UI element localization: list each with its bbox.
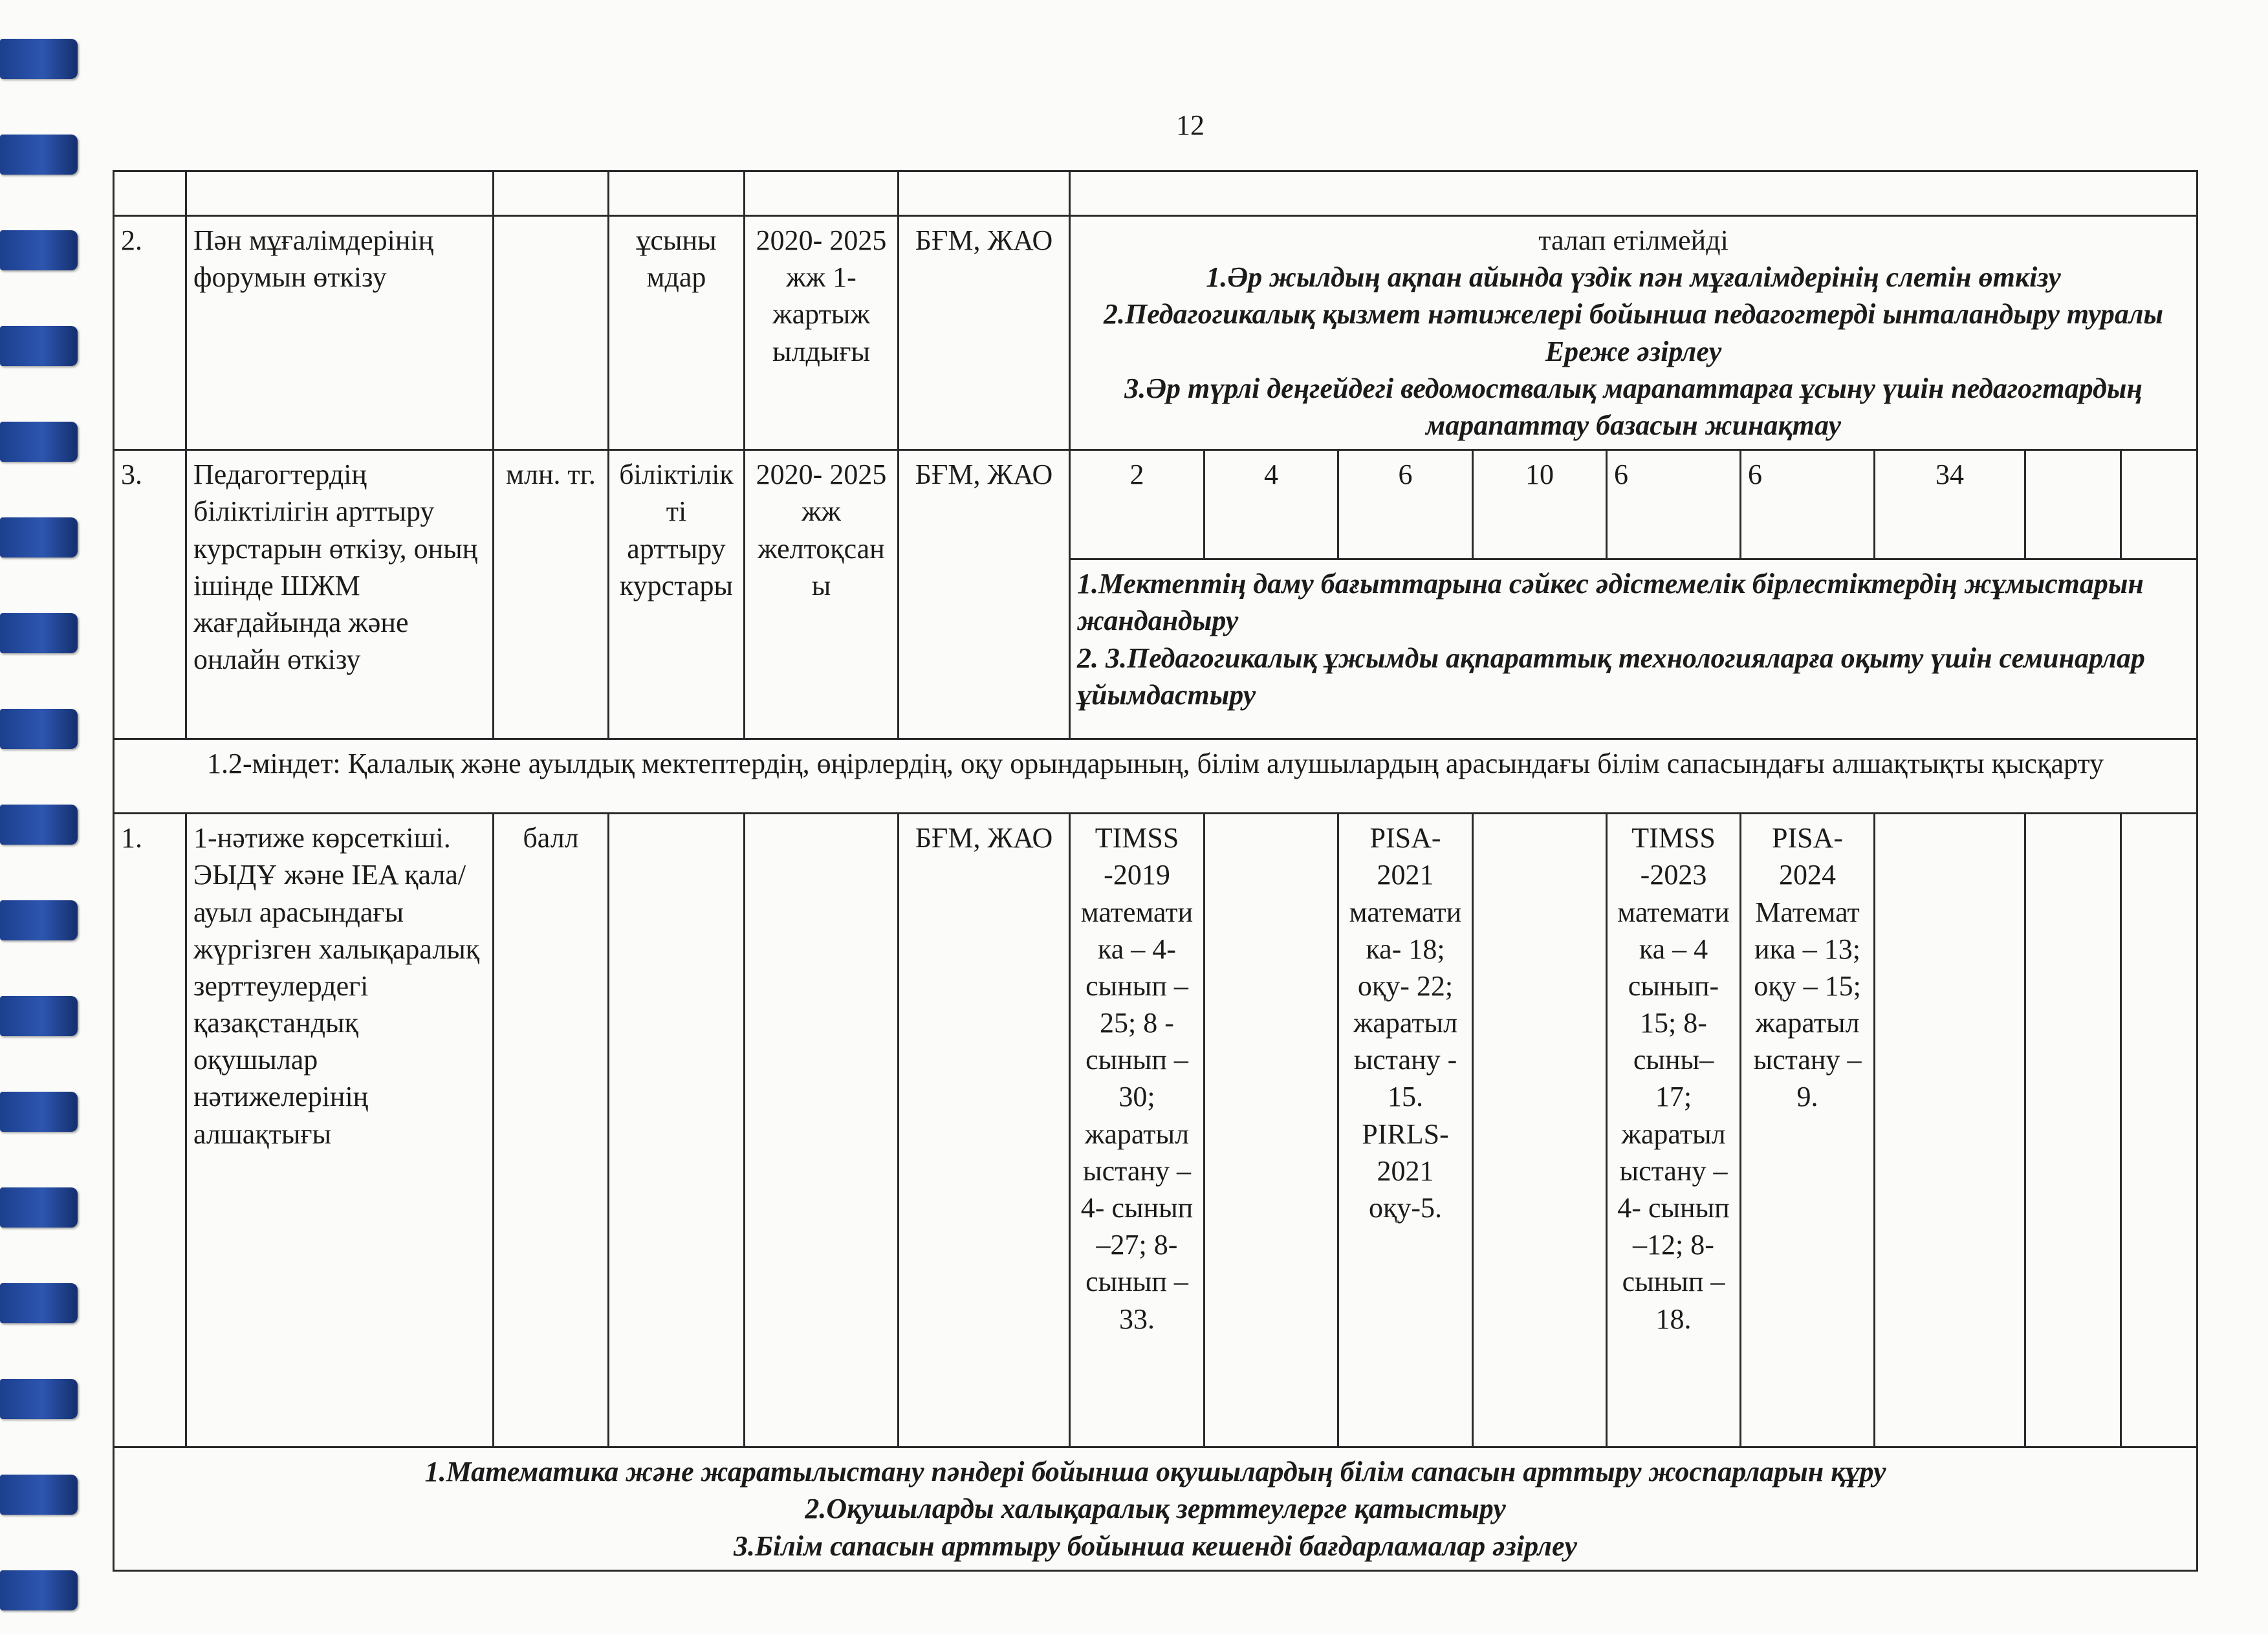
- measure-name: Педагогтердің біліктілігін арттыру курстарын өткізу, оның ішінде ШЖМ жағдайында және онлайн өткізу: [186, 450, 494, 739]
- binding-ring: [0, 422, 78, 462]
- binding-ring: [0, 709, 78, 749]
- binding-ring: [0, 135, 78, 175]
- action-item: 3.Білім сапасын арттыру бойынша кешенді бағдарламалар әзірлеу: [734, 1530, 1578, 1562]
- header-cell: [609, 171, 745, 216]
- year-value: TIMSS -2019 математика – 4- сынып –25; 8 - сынып –30; жаратылыстану – 4- сынып –27; 8- сынып –33.: [1070, 814, 1205, 1447]
- binding-ring: [0, 517, 78, 558]
- binding-ring: [0, 1475, 78, 1515]
- header-cell: [899, 171, 1070, 216]
- header-cell: [745, 171, 899, 216]
- binding-ring: [0, 326, 78, 366]
- action-item: 1.Әр жылдың ақпан айында үздік пән мұғалімдерінің слетін өткізу: [1206, 261, 2061, 294]
- action-item: 2.Педагогикалық қызмет нәтижелері бойынша педагогтерді ынталандыру туралы Ереже әзірлеу: [1104, 298, 2164, 367]
- actions-cell: [1070, 559, 2197, 739]
- year-value: 6: [1338, 450, 1473, 559]
- year-value: PISA- 2021 математика- 18; оқу- 22; жаратылыстану - 15. PIRLS- 2021 оқу-5.: [1338, 814, 1473, 1447]
- action-item: 1.Мектептің даму бағыттарына сәйкес әдістемелік бірлестіктердің жұмыстарын жандандыру: [1077, 568, 2144, 637]
- table-row: [114, 450, 2197, 559]
- year-value: PISA- 2024 Математика – 13; оқу – 15; жаратылыстану – 9.: [1741, 814, 1875, 1447]
- header-cell: [494, 171, 609, 216]
- binding-ring: [0, 1570, 78, 1610]
- year-value: 6: [1607, 450, 1741, 559]
- indicator-name: 1-нәтиже көрсеткіші. ЭЫДҰ және IEA қала/ауыл арасындағы жүргізген халықаралық зерттеулердегі қазақстандық оқушылар нәтижелерінің алшақтығы: [186, 814, 494, 1447]
- header-cell: [186, 171, 494, 216]
- binding-ring: [0, 1379, 78, 1419]
- row-number: 3.: [114, 450, 186, 739]
- binding-ring: [0, 805, 78, 845]
- binding-ring: [0, 1283, 78, 1323]
- row-number: 2.: [114, 216, 186, 450]
- plan-table: [113, 170, 2198, 1572]
- completion-form: ұсыны мдар: [609, 216, 745, 450]
- completion-form: [609, 814, 745, 1447]
- row-number: 1.: [114, 814, 186, 1447]
- binding-ring: [0, 613, 78, 653]
- action-item: 3.Әр түрлі деңгейдегі ведомоствалық марапаттарға ұсыну үшін педагогтардың марапаттау базасын жинақтау: [1124, 372, 2143, 441]
- spiral-binding: [0, 0, 91, 1635]
- year-value: [2121, 450, 2197, 559]
- year-value: 2: [1070, 450, 1205, 559]
- year-value: [1875, 814, 2025, 1447]
- actions-cell: [114, 1447, 2197, 1571]
- action-item: 2. 3.Педагогикалық ұжымды ақпараттық технологияларға оқыту үшін семинарлар ұйымдастыру: [1077, 642, 2145, 711]
- binding-ring: [0, 1187, 78, 1228]
- action-item: 2.Оқушыларды халықаралық зерттеулерге қатыстыру: [805, 1493, 1506, 1525]
- actions-cell: [1070, 216, 2197, 450]
- responsible: БҒМ, ЖАО: [899, 216, 1070, 450]
- completion-form: біліктілікті арттыру курстары: [609, 450, 745, 739]
- task-row: [114, 739, 2197, 814]
- page-number: 12: [1176, 109, 1205, 141]
- year-value: [1473, 814, 1607, 1447]
- binding-ring: [0, 900, 78, 940]
- unit-cell: балл: [494, 814, 609, 1447]
- year-value: [2025, 450, 2121, 559]
- binding-ring: [0, 39, 78, 79]
- header-cell: [114, 171, 186, 216]
- year-value: 6: [1741, 450, 1875, 559]
- table-row: [114, 1447, 2197, 1571]
- completion-term: [745, 814, 899, 1447]
- binding-ring: [0, 996, 78, 1036]
- responsible: БҒМ, ЖАО: [899, 450, 1070, 739]
- unit-cell: млн. тг.: [494, 450, 609, 739]
- year-value: [2121, 814, 2197, 1447]
- year-total: 34: [1875, 450, 2025, 559]
- action-item: 1.Математика және жаратылыстану пәндері бойынша оқушылардың білім сапасын арттыру жоспарларын құру: [424, 1456, 1886, 1488]
- table-row: [114, 814, 2197, 1447]
- completion-term: 2020- 2025 жж желтоқсаны: [745, 450, 899, 739]
- responsible: БҒМ, ЖАО: [899, 814, 1070, 1447]
- task-header: 1.2-міндет: Қалалық және ауылдық мектептердің, өңірлердің, оқу орындарының, білім алушылардың арасындағы білім сапасындағы алшақтықты қысқарту: [114, 739, 2197, 814]
- year-value: [2025, 814, 2121, 1447]
- measure-name: Пән мұғалімдерінің форумын өткізу: [186, 216, 494, 450]
- year-value: 4: [1205, 450, 1338, 559]
- unit-cell: [494, 216, 609, 450]
- year-value: TIMSS -2023 математика – 4 сынып- 15; 8- сыны– 17; жаратылыстану – 4- сынып –12; 8- сынып –18.: [1607, 814, 1741, 1447]
- binding-ring: [0, 230, 78, 270]
- year-value: 10: [1473, 450, 1607, 559]
- header-strip-row: [114, 171, 2197, 216]
- binding-ring: [0, 1092, 78, 1132]
- funding-note: талап етілмейді: [1538, 224, 1728, 256]
- header-cell: [1070, 171, 2197, 216]
- table-row: [114, 216, 2197, 450]
- completion-term: 2020- 2025 жж 1- жартыж ылдығы: [745, 216, 899, 450]
- year-value: [1205, 814, 1338, 1447]
